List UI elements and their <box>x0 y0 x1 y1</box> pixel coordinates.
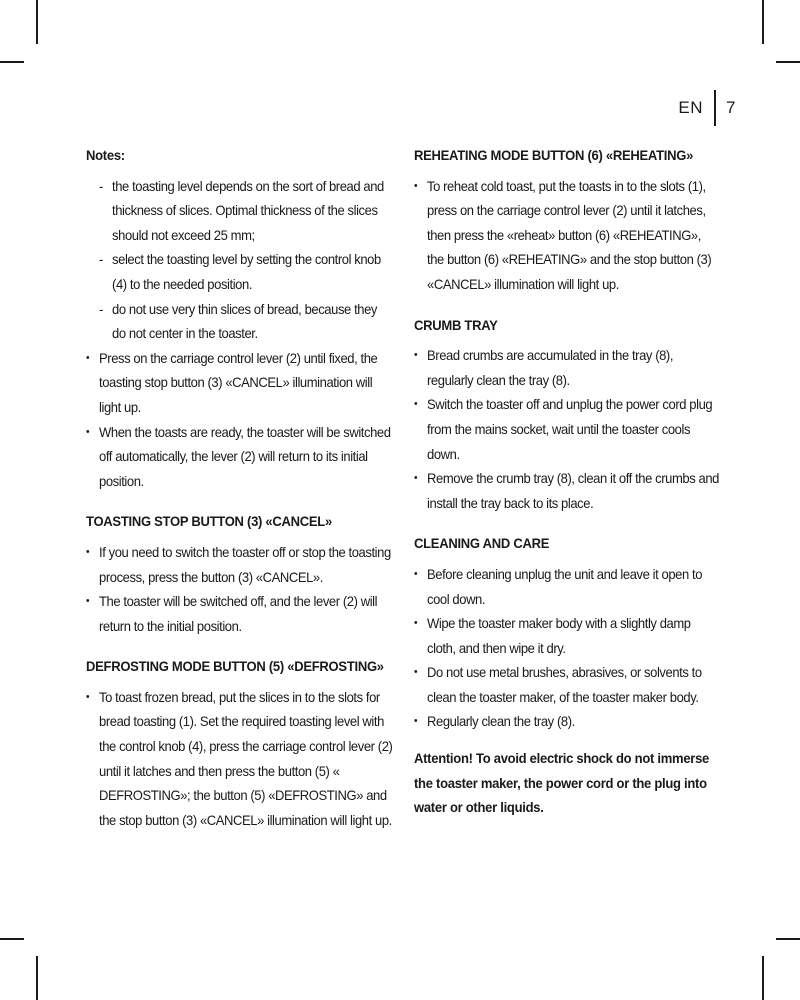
list-item: • Do not use metal brushes, abrasives, or solvents to clean the toaster maker, of the toaster maker body. <box>414 660 721 709</box>
left-column <box>86 143 393 832</box>
crop-mark <box>776 938 800 940</box>
list-item: • When the toasts are ready, the toaster will be switched off automatically, the lever (2) will return to its initial position. <box>86 420 393 494</box>
crop-mark <box>762 0 764 44</box>
list-item: • Switch the toaster off and unplug the power cord plug from the mains socket, wait until the toaster cools down. <box>414 392 721 466</box>
crop-mark <box>0 61 24 63</box>
list-item: • Before cleaning unplug the unit and leave it open to cool down. <box>414 562 721 611</box>
section-heading-defrost: DEFROSTING MODE BUTTON (5) «DEFROSTING» <box>86 658 384 675</box>
list-item: • To reheat cold toast, put the toasts in to the slots (1), press on the carriage control lever (2) until it latches, then press the «reheat» button (6) «REHEATING», the button (6) «REHEATING» and the stop button (3) «CANCEL» illumination will light up. <box>414 174 721 297</box>
section-heading-stop: TOASTING STOP BUTTON (3) «CANCEL» <box>86 513 332 530</box>
section-heading-reheat: REHEATING MODE BUTTON (6) «REHEATING» <box>414 147 694 163</box>
list-item: • Bread crumbs are accumulated in the tray (8), regularly clean the tray (8). <box>414 343 721 392</box>
cleaning-list <box>414 562 721 734</box>
section-heading-crumb-tray: CRUMB TRAY <box>414 316 498 333</box>
list-item: • Press on the carriage control lever (2) until fixed, the toasting stop button (3) «CANCEL» illumination will light up. <box>86 346 393 420</box>
header-divider <box>714 90 716 126</box>
list-item: • Remove the crumb tray (8), clean it off the crumbs and install the tray back to its place. <box>414 466 721 515</box>
note-item: - the toasting level depends on the sort of bread and thickness of slices. Optimal thickness of the slices should not exceed 25 mm; <box>99 174 393 248</box>
page-number: 7 <box>726 98 736 117</box>
stop-list <box>86 540 393 638</box>
list-item: • If you need to switch the toaster off or stop the toasting process, press the button (3) «CANCEL». <box>86 540 393 589</box>
page-header <box>678 90 736 126</box>
toasting-list <box>86 346 393 494</box>
crop-mark <box>0 938 24 940</box>
crumb-list <box>414 343 721 515</box>
notes-heading: Notes: <box>86 147 125 163</box>
right-column <box>414 143 721 820</box>
list-item: • Regularly clean the tray (8). <box>414 709 721 734</box>
notes-list <box>86 174 393 346</box>
list-item: • To toast frozen bread, put the slices in to the slots for bread toasting (1). Set the required toasting level with the control knob (4), press the carriage control lever (2) until it latches and then press the button (5) « DEFROSTING»; the button (5) «DEFROSTING» and the stop button (3) «CANCEL» illumination will light up. <box>86 685 393 833</box>
crop-mark <box>36 0 38 44</box>
language-label: EN <box>678 98 704 117</box>
crop-mark <box>776 61 800 63</box>
note-item: - do not use very thin slices of bread, because they do not center in the toaster. <box>99 297 393 346</box>
crop-mark <box>762 956 764 1000</box>
defrost-list <box>86 685 393 833</box>
crop-mark <box>36 956 38 1000</box>
attention-warning: Attention! To avoid electric shock do not immerse the toaster maker, the power cord or the plug into water or other liquids. <box>414 750 710 816</box>
list-item: • Wipe the toaster maker body with a slightly damp cloth, and then wipe it dry. <box>414 611 721 660</box>
section-heading-cleaning: CLEANING AND CARE <box>414 535 550 552</box>
list-item: • The toaster will be switched off, and the lever (2) will return to the initial position. <box>86 589 393 638</box>
note-item: - select the toasting level by setting the control knob (4) to the needed position. <box>99 247 393 296</box>
reheat-list <box>414 174 721 297</box>
